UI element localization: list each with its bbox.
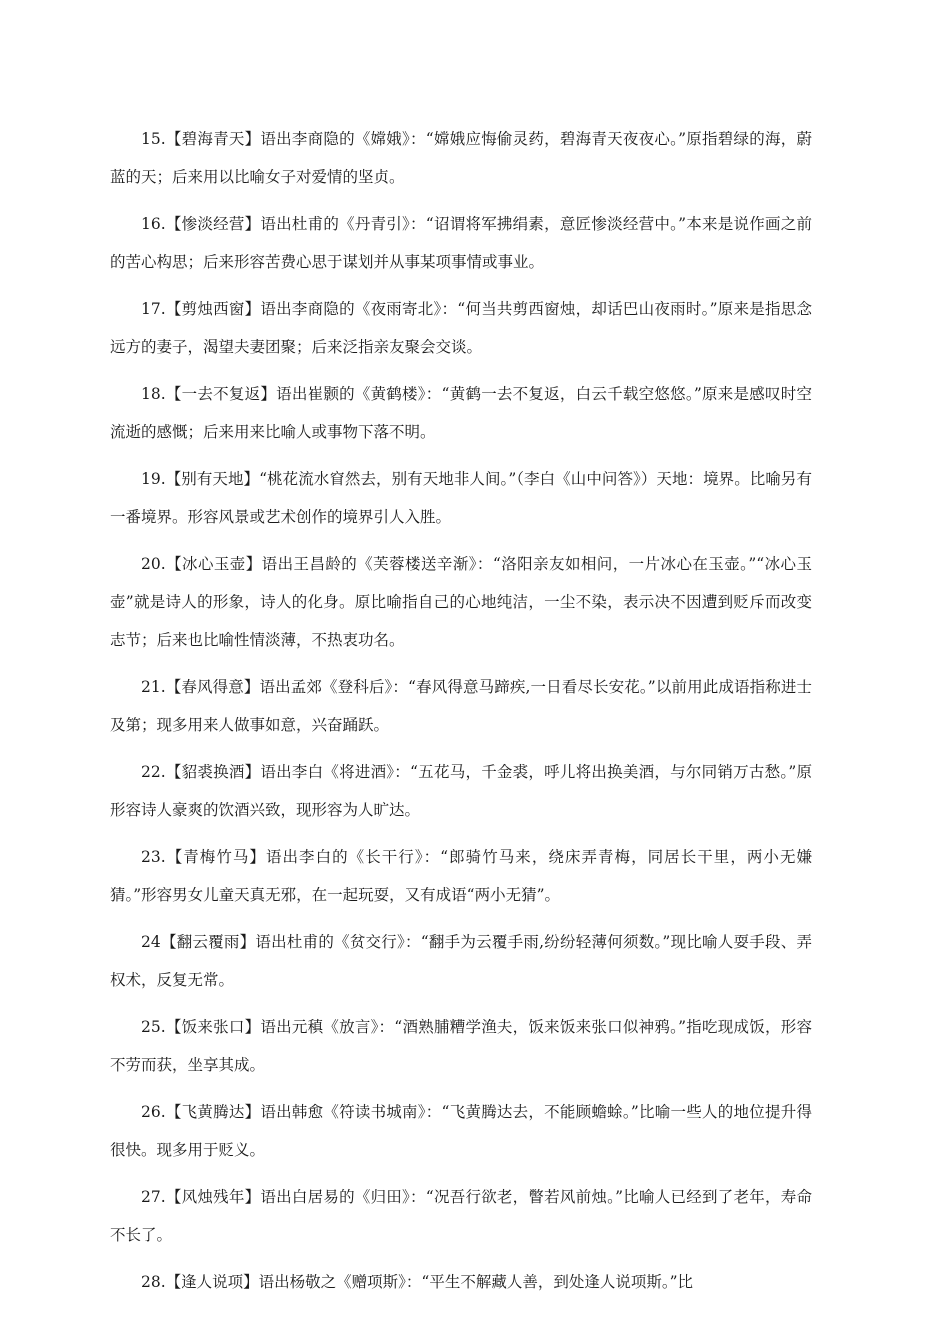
entry-21: 21.【春风得意】语出孟郊《登科后》：“春风得意马蹄疾,一日看尽长安花。”以前用此成语指称进士及第；现多用来人做事如意，兴奋踊跃。 xyxy=(110,678,812,734)
entry-17: 17.【剪烛西窗】语出李商隐的《夜雨寄北》：“何当共剪西窗烛，却话巴山夜雨时。”原来是指思念远方的妻子，渴望夫妻团聚；后来泛指亲友聚会交谈。 xyxy=(110,300,812,356)
entry-23: 23.【青梅竹马】语出李白的《长干行》：“郎骑竹马来，绕床弄青梅，同居长干里，两小无嫌猜。”形容男女儿童天真无邪，在一起玩耍，又有成语“两小无猜”。 xyxy=(110,848,812,904)
entry-18: 18.【一去不复返】语出崔颢的《黄鹤楼》：“黄鹤一去不复返，白云千载空悠悠。”原来是感叹时空流逝的感慨；后来用来比喻人或事物下落不明。 xyxy=(110,385,812,441)
entry-24: 24【翻云覆雨】语出杜甫的《贫交行》：“翻手为云覆手雨,纷纷轻薄何须数。”现比喻人耍手段、弄权术，反复无常。 xyxy=(110,933,812,989)
entry-28: 28.【逢人说项】语出杨敬之《赠项斯》：“平生不解藏人善，到处逢人说项斯。”比 xyxy=(141,1273,694,1291)
entry-26: 26.【飞黄腾达】语出韩愈《符读书城南》：“飞黄腾达去，不能顾蟾蜍。”比喻一些人的地位提升得很快。现多用于贬义。 xyxy=(110,1103,812,1159)
entry-25: 25.【饭来张口】语出元稹《放言》：“酒熟脯糟学渔夫，饭来饭来张口似神鸦。”指吃现成饭，形容不劳而获，坐享其成。 xyxy=(110,1018,812,1074)
entry-27: 27.【风烛残年】语出白居易的《归田》：“况吾行欲老，瞥若风前烛。”比喻人已经到了老年，寿命不长了。 xyxy=(110,1188,812,1244)
entry-20: 20.【冰心玉壶】语出王昌龄的《芙蓉楼送辛渐》：“洛阳亲友如相问，一片冰心在玉壶。”“冰心玉壶”就是诗人的形象，诗人的化身。原比喻指自己的心地纯洁，一尘不染，表示决不因遭到贬斥而改变志节；后来也比喻性情淡薄，不热衷功名。 xyxy=(110,555,812,649)
entry-19: 19.【别有天地】“桃花流水窅然去，别有天地非人间。”（李白《山中问答》）天地：境界。比喻另有一番境界。形容风景或艺术创作的境界引人入胜。 xyxy=(110,470,812,526)
entry-16: 16.【惨淡经营】语出杜甫的《丹青引》：“诏谓将军拂绢素，意匠惨淡经营中。”本来是说作画之前的苦心构思；后来形容苦费心思于谋划并从事某项事情或事业。 xyxy=(110,215,812,271)
entry-22: 22.【貂裘换酒】语出李白《将进酒》：“五花马，千金裘，呼儿将出换美酒，与尔同销万古愁。”原形容诗人豪爽的饮酒兴致，现形容为人旷达。 xyxy=(110,763,812,819)
entry-15: 15.【碧海青天】语出李商隐的《嫦娥》：“嫦娥应悔偷灵药，碧海青天夜夜心。”原指碧绿的海，蔚蓝的天；后来用以比喻女子对爱情的坚贞。 xyxy=(110,130,812,186)
document-page xyxy=(110,120,812,1310)
